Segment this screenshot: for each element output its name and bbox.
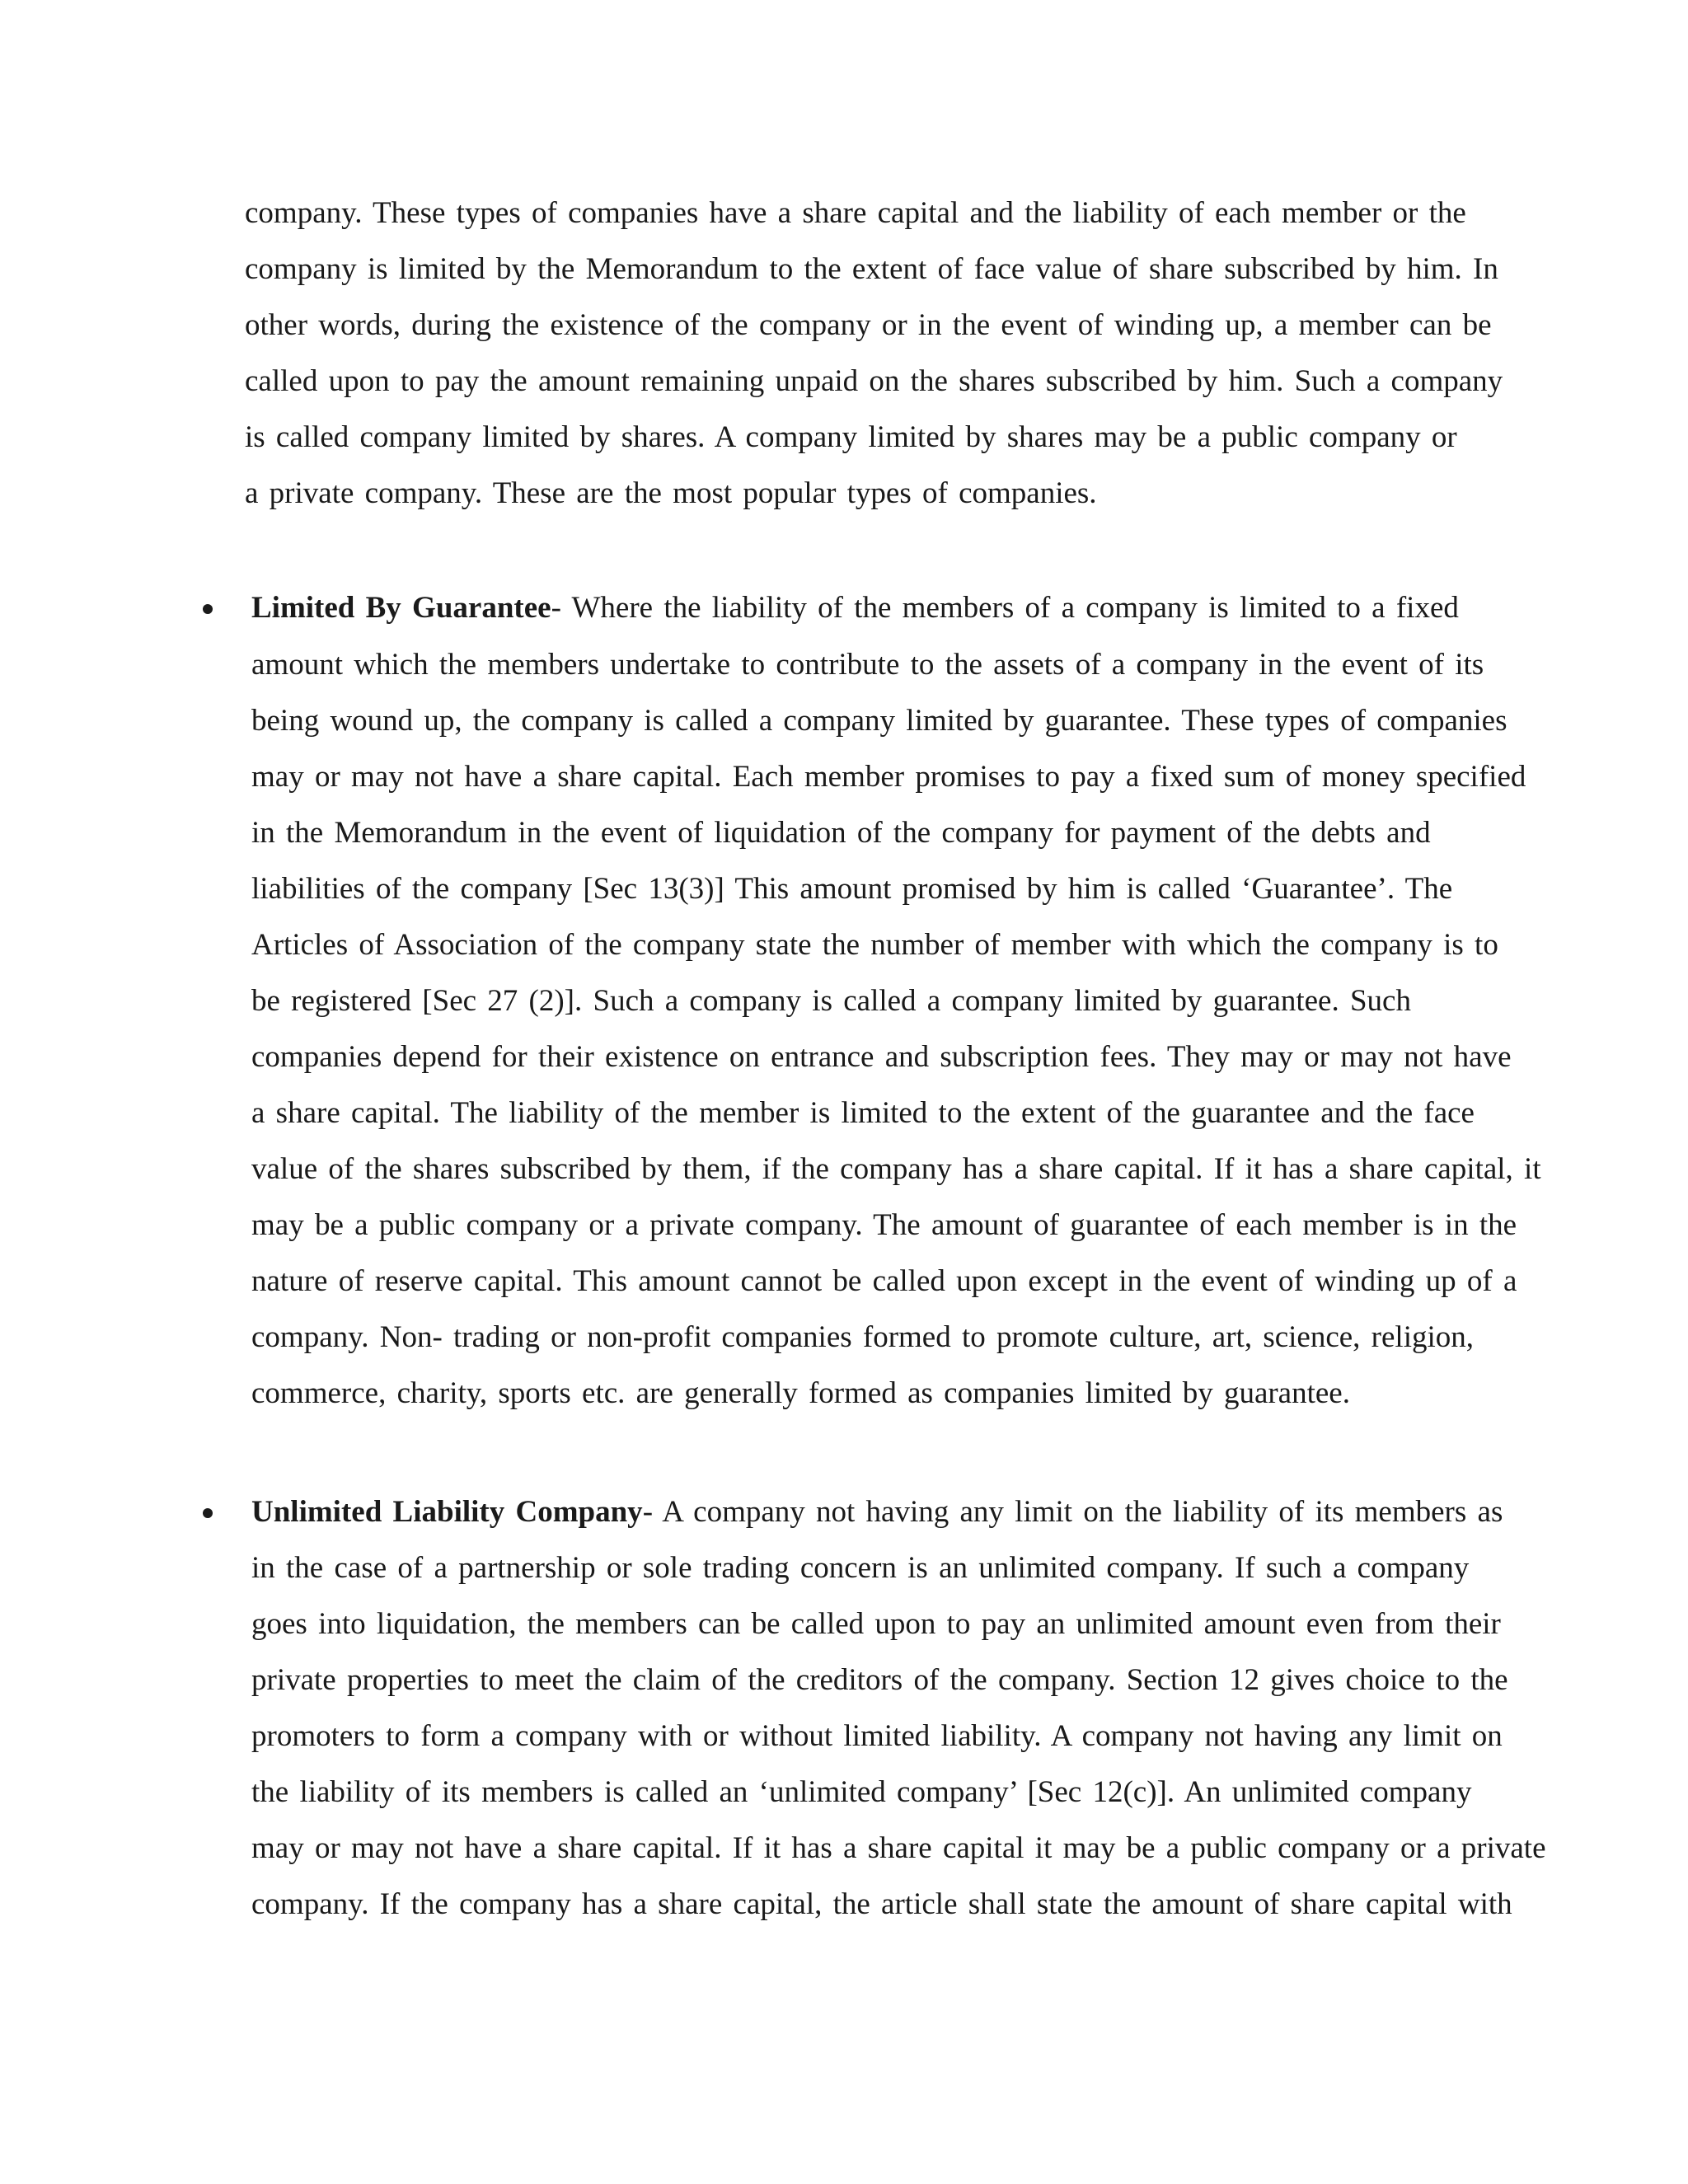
unlimited-line: promoters to form a company with or without limited liability. A company not having any limit on xyxy=(251,1719,1503,1753)
guarantee-heading: Limited By Guarantee xyxy=(251,591,551,625)
guarantee-line: may be a public company or a private company. The amount of guarantee of each member is in the xyxy=(251,1208,1517,1242)
bullet-icon xyxy=(203,604,213,614)
intro-line: called upon to pay the amount remaining unpaid on the shares subscribed by him. Such a company xyxy=(245,364,1503,398)
guarantee-line: amount which the members undertake to contribute to the assets of a company in the event of its xyxy=(251,648,1484,682)
guarantee-first-line xyxy=(251,593,1459,623)
unlimited-line: in the case of a partnership or sole trading concern is an unlimited company. If such a company xyxy=(251,1551,1470,1585)
guarantee-line: nature of reserve capital. This amount cannot be called upon except in the event of winding up of a xyxy=(251,1264,1517,1298)
guarantee-line: a share capital. The liability of the member is limited to the extent of the guarantee and the face xyxy=(251,1096,1475,1130)
unlimited-line: goes into liquidation, the members can be called upon to pay an unlimited amount even from their xyxy=(251,1607,1501,1641)
guarantee-line: in the Memorandum in the event of liquidation of the company for payment of the debts and xyxy=(251,816,1431,850)
guarantee-line: company. Non- trading or non-profit companies formed to promote culture, art, science, religion, xyxy=(251,1320,1475,1354)
intro-line: is called company limited by shares. A company limited by shares may be a public company or xyxy=(245,420,1457,454)
guarantee-line: being wound up, the company is called a company limited by guarantee. These types of companies xyxy=(251,704,1507,738)
unlimited-heading: Unlimited Liability Company xyxy=(251,1495,643,1529)
unlimited-line: company. If the company has a share capital, the article shall state the amount of share capital with xyxy=(251,1887,1512,1921)
bullet-icon xyxy=(203,1508,213,1518)
unlimited-line: may or may not have a share capital. If it has a share capital it may be a public company or a private xyxy=(251,1831,1546,1865)
intro-line: a private company. These are the most popular types of companies. xyxy=(245,476,1097,510)
unlimited-line: the liability of its members is called an ‘unlimited company’ [Sec 12(c)]. An unlimited company xyxy=(251,1775,1472,1809)
unlimited-first-line-text: - A company not having any limit on the liability of its members as xyxy=(642,1495,1503,1529)
guarantee-line: may or may not have a share capital. Each member promises to pay a fixed sum of money specified xyxy=(251,760,1526,794)
guarantee-line: be registered [Sec 27 (2)]. Such a company is called a company limited by guarantee. Such xyxy=(251,984,1411,1018)
guarantee-line: commerce, charity, sports etc. are generally formed as companies limited by guarantee. xyxy=(251,1376,1350,1410)
unlimited-first-line xyxy=(251,1497,1503,1527)
guarantee-line: Articles of Association of the company state the number of member with which the company is to xyxy=(251,928,1498,962)
intro-line: other words, during the existence of the company or in the event of winding up, a member can be xyxy=(245,308,1492,342)
guarantee-first-line-text: - Where the liability of the members of a company is limited to a fixed xyxy=(551,591,1459,625)
guarantee-line: value of the shares subscribed by them, if the company has a share capital. If it has a share capital, it xyxy=(251,1152,1541,1186)
guarantee-line: companies depend for their existence on entrance and subscription fees. They may or may not have xyxy=(251,1040,1512,1074)
intro-line: company. These types of companies have a share capital and the liability of each member or the xyxy=(245,196,1466,230)
guarantee-line: liabilities of the company [Sec 13(3)] This amount promised by him is called ‘Guarantee’. The xyxy=(251,872,1453,906)
intro-line: company is limited by the Memorandum to the extent of face value of share subscribed by him. In xyxy=(245,252,1498,286)
unlimited-line: private properties to meet the claim of the creditors of the company. Section 12 gives choice to the xyxy=(251,1663,1508,1697)
